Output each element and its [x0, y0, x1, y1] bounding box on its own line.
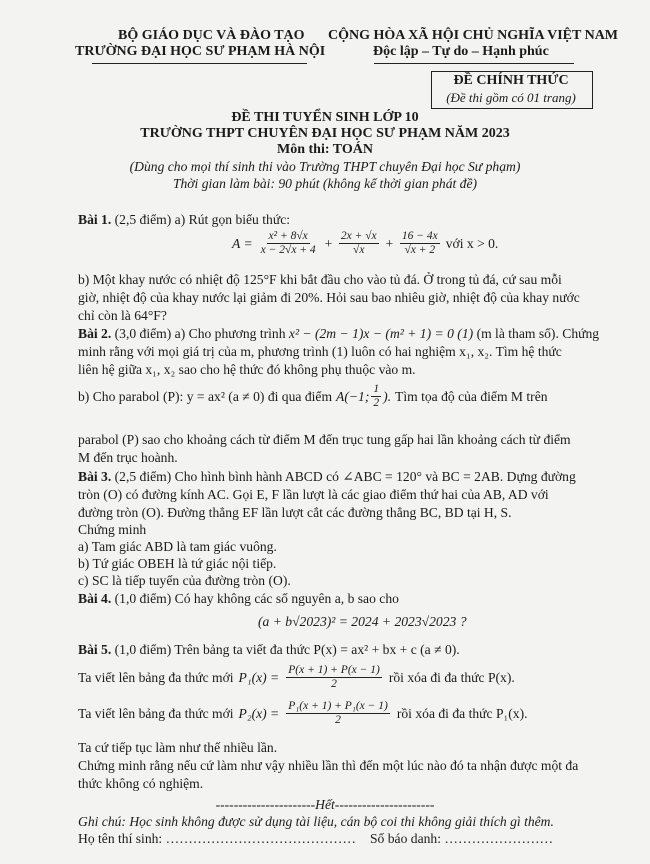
republic-name: CỘNG HÒA XÃ HỘI CHỦ NGHĨA VIỆT NAM — [328, 28, 619, 43]
question-1b-line-2: giờ, nhiệt độ của khay nước lại giảm đi 20%. Hỏi sau bao nhiêu giờ, nhiệt độ của khay nước — [78, 290, 580, 305]
candidate-id-field: Số báo danh: …………………… — [370, 831, 554, 846]
point-a-denominator: 2 — [373, 397, 380, 409]
step-1-lhs: P₁(x) = — [238, 669, 280, 685]
university-name: TRƯỜNG ĐẠI HỌC SƯ PHẠM HÀ NỘI — [75, 44, 326, 59]
question-1-formula — [232, 230, 498, 257]
step-1-denominator: 2 — [331, 678, 337, 690]
fraction-1-numerator: x² + 8√x — [268, 230, 308, 242]
header-underline-right — [374, 63, 574, 64]
question-2-line-3: liên hệ giữa x₁, x₂ sao cho hệ thức đó không phụ thuộc vào m. — [78, 362, 416, 377]
question-1-label: Bài 1. — [78, 212, 112, 227]
question-3-line-4: Chứng minh — [78, 522, 147, 537]
fraction-2-numerator: 2x + √x — [340, 230, 377, 242]
question-5-line-1 — [78, 641, 460, 659]
step-2-denominator: 2 — [335, 714, 341, 726]
question-4-formula: (a + b√2023)² = 2024 + 2023√2023 ? — [258, 614, 467, 629]
question-1-intro — [78, 211, 290, 229]
question-2-intro-tail: (m là tham số). Chứng — [476, 326, 600, 341]
question-3-label: Bài 3. — [78, 469, 112, 484]
exam-title: ĐỀ THI TUYỂN SINH LỚP 10 — [231, 110, 419, 125]
question-5-label: Bài 5. — [78, 642, 112, 657]
question-3a: a) Tam giác ABD là tam giác vuông. — [78, 539, 277, 554]
step-2-fraction — [286, 700, 390, 727]
question-2b-line-2: parabol (P) sao cho khoảng cách từ điểm M đến trục tung gấp hai lần khoảng cách từ điểm — [78, 432, 571, 447]
question-4-text: (1,0 điểm) Có hay không các số nguyên a, b sao cho — [114, 591, 399, 606]
question-2-line-2: minh rằng với mọi giá trị của m, phương trình (1) luôn có hai nghiệm x₁, x₂. Tìm hệ thức — [78, 344, 562, 359]
end-mark: ----------------------Hết---------------------- — [215, 797, 435, 812]
fraction-2 — [339, 230, 379, 257]
school-title: TRƯỜNG THPT CHUYÊN ĐẠI HỌC SƯ PHẠM NĂM 2023 — [140, 126, 510, 141]
question-4-label: Bài 4. — [78, 591, 112, 606]
step-2-tail: rồi xóa đi đa thức P₁(x). — [396, 705, 528, 721]
official-label: ĐỀ CHÍNH THỨC — [453, 73, 569, 88]
fraction-1-denominator: x − 2√x + 4 — [260, 244, 316, 256]
question-2b-line-3: M đến trục hoành. — [78, 450, 178, 465]
point-a-open: A(−1; — [336, 388, 370, 404]
question-3-text: (2,5 điểm) Cho hình bình hành ABCD có ∠ABC = 120° và BC = 2AB. Dựng đường — [114, 469, 576, 484]
national-motto: Độc lập – Tự do – Hạnh phúc — [373, 44, 549, 59]
question-1b-line-1: b) Một khay nước có nhiệt độ 125°F khi bắt đầu cho vào tủ đá. Ở trong tủ đá, cứ sau mỗi — [78, 272, 562, 287]
plus-sign-2: + — [384, 235, 394, 251]
formula-lhs: A = — [232, 235, 253, 251]
fraction-3-denominator: √x + 2 — [404, 244, 436, 256]
question-5-prove-2: thức không có nghiệm. — [78, 776, 204, 791]
question-3b: b) Tứ giác OBEH là tứ giác nội tiếp. — [78, 556, 277, 571]
question-4-line-1 — [78, 590, 399, 608]
point-a-numerator: 1 — [373, 383, 380, 395]
candidate-name-field: Họ tên thí sinh: …………………………………… — [78, 831, 356, 846]
question-5-continue: Ta cứ tiếp tục làm như thế nhiều lần. — [78, 740, 278, 755]
question-1-text: (2,5 điểm) a) Rút gọn biểu thức: — [114, 212, 291, 227]
question-2-intro: (3,0 điểm) a) Cho phương trình — [114, 326, 286, 341]
point-a — [336, 383, 391, 410]
step-2-numerator: P₁(x + 1) + P₁(x − 1) — [288, 700, 388, 712]
step-1-numerator: P(x + 1) + P(x − 1) — [288, 664, 380, 676]
fraction-1 — [259, 230, 318, 257]
header-underline-left — [92, 63, 307, 64]
step-2-intro: Ta viết lên bảng đa thức mới — [78, 705, 234, 721]
question-5-step-2 — [78, 700, 528, 727]
question-2-equation: x² − (2m − 1)x − (m² + 1) = 0 (1) — [288, 326, 474, 341]
question-2-line-1 — [78, 325, 599, 343]
point-a-close: ). — [383, 388, 392, 404]
time-note: Thời gian làm bài: 90 phút (không kể thời gian phát đề) — [172, 176, 478, 191]
question-5-text: (1,0 điểm) Trên bảng ta viết đa thức P(x) = ax² + bx + c (a ≠ 0). — [114, 642, 460, 657]
point-a-fraction — [371, 383, 381, 410]
question-5-prove-1: Chứng minh rằng nếu cứ làm như vậy nhiều lần thì đến một lúc nào đó ta nhận được một đa — [78, 758, 579, 773]
step-2-lhs: P₂(x) = — [238, 705, 280, 721]
step-1-intro: Ta viết lên bảng đa thức mới — [78, 669, 234, 685]
footer-note: Ghi chú: Học sinh không được sử dụng tài liệu, cán bộ coi thi không giải thích gì thêm. — [78, 814, 554, 829]
question-1b-line-3: chỉ còn là 64°F? — [78, 308, 167, 323]
fraction-3 — [400, 230, 440, 257]
question-3-line-2: tròn (O) có đường kính AC. Gọi E, F lần lượt là các giao điểm thứ hai của AB, AD với — [78, 487, 549, 502]
plus-sign-1: + — [323, 235, 333, 251]
question-2b-intro: b) Cho parabol (P): y = ax² (a ≠ 0) đi qua điểm — [78, 388, 333, 404]
question-2b-line-1 — [78, 383, 548, 410]
question-3-line-3: đường tròn (O). Đường thẳng EF lần lượt cắt các đường thẳng BC, BD tại H, S. — [78, 505, 512, 520]
question-3c: c) SC là tiếp tuyến của đường tròn (O). — [78, 573, 291, 588]
question-5-step-1 — [78, 664, 515, 691]
step-1-tail: rồi xóa đi đa thức P(x). — [388, 669, 515, 685]
ministry-name: BỘ GIÁO DỤC VÀ ĐÀO TẠO — [118, 28, 305, 43]
question-2-label: Bài 2. — [78, 326, 112, 341]
step-1-fraction — [286, 664, 382, 691]
question-2b-task: Tìm tọa độ của điểm M trên — [395, 388, 548, 404]
subject-title: Môn thi: TOÁN — [277, 142, 373, 157]
fraction-2-denominator: √x — [353, 244, 365, 256]
audience-note: (Dùng cho mọi thí sinh thi vào Trường THPT chuyên Đại học Sư phạm) — [129, 159, 521, 174]
question-3-line-1 — [78, 468, 576, 486]
fraction-3-numerator: 16 − 4x — [401, 230, 438, 242]
formula-condition: với x > 0. — [445, 235, 499, 251]
page-count-note: (Đề thi gồm có 01 trang) — [446, 90, 576, 105]
